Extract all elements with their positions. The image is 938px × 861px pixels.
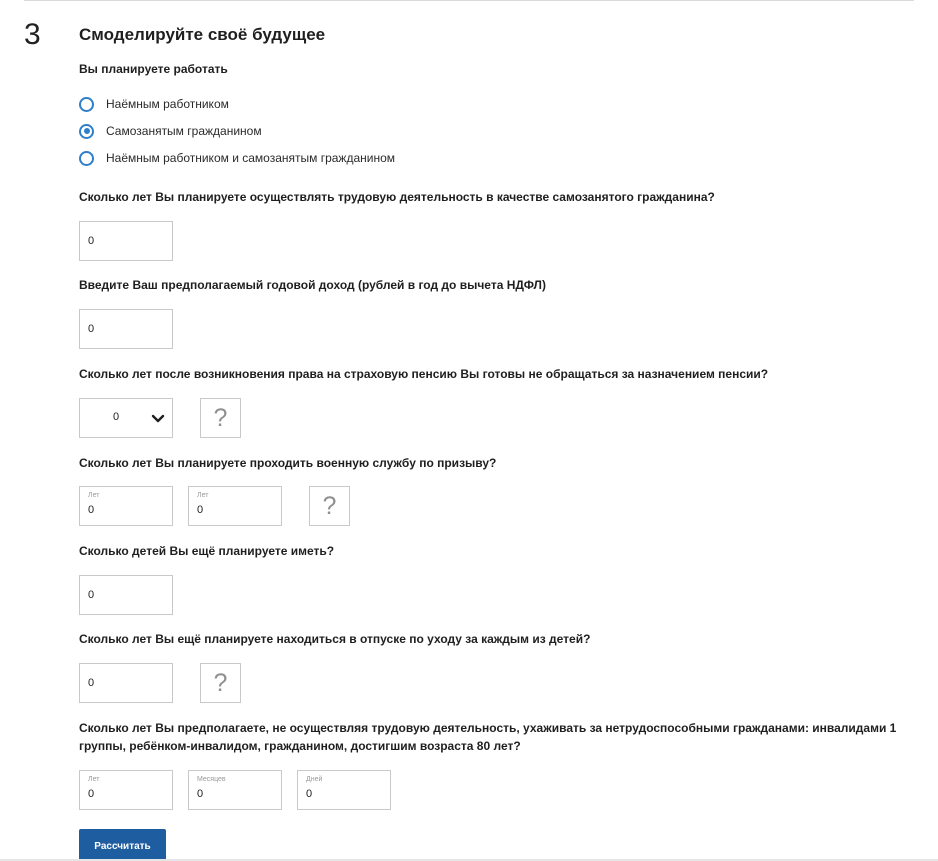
caregiving-months-field[interactable] [188, 770, 282, 810]
radio-option-label: Наёмным работником и самозанятым гражданином [106, 151, 396, 165]
self-employed-years-field[interactable] [79, 221, 173, 261]
annual-income-question: Введите Ваш предполагаемый годовой доход (рублей в год до вычета НДФЛ) [79, 278, 546, 292]
calculate-button[interactable]: Рассчитать [79, 829, 166, 861]
children-field[interactable] [79, 575, 173, 615]
field-caption: Лет [88, 776, 100, 783]
radio-option-label: Наёмным работником [106, 97, 229, 111]
annual-income-input[interactable] [88, 310, 166, 348]
caregiving-months-input[interactable] [197, 781, 275, 807]
childcare-leave-input[interactable] [88, 664, 166, 702]
question-mark-icon[interactable]: ? [309, 486, 350, 526]
pension-deferral-question: Сколько лет после возникновения права на страховую пенсию Вы готовы не обращаться за назначением пенсии? [79, 367, 769, 381]
military-service-years-field[interactable] [79, 486, 173, 526]
radio-option-employee-and-self-employed[interactable] [79, 148, 395, 168]
radio-option-employee[interactable] [79, 94, 229, 114]
field-caption: Лет [197, 492, 209, 499]
self-employed-years-question: Сколько лет Вы планируете осуществлять трудовую деятельность в качестве самозанятого гражданина? [79, 190, 715, 204]
military-service-years-input-2[interactable] [197, 497, 275, 523]
chevron-down-icon [150, 411, 166, 427]
pension-deferral-selected-value: 0 [113, 411, 120, 423]
pension-deferral-select[interactable] [79, 398, 173, 438]
military-service-years-input[interactable] [88, 497, 166, 523]
radio-option-self-employed[interactable] [79, 121, 262, 141]
caregiving-days-field[interactable] [297, 770, 391, 810]
self-employed-years-input[interactable] [88, 222, 166, 260]
caregiving-question: Сколько лет Вы предполагаете, не осуществляя трудовую деятельность, ухаживать за нетрудоспособными гражданами: инвалидами 1 группы, ребёнком-инвалидом, гражданином, достигшим возраста 80 лет? [79, 721, 897, 753]
field-caption: Дней [306, 776, 323, 783]
question-mark-icon[interactable]: ? [200, 663, 241, 703]
annual-income-field[interactable] [79, 309, 173, 349]
field-caption: Месяцев [197, 776, 226, 783]
radio-button[interactable] [79, 151, 94, 166]
childcare-leave-field[interactable] [79, 663, 173, 703]
childcare-leave-question: Сколько лет Вы ещё планируете находиться в отпуске по уходу за каждым из детей? [79, 632, 591, 646]
question-mark-icon[interactable]: ? [200, 398, 241, 438]
children-input[interactable] [88, 576, 166, 614]
field-caption: Лет [88, 492, 100, 499]
children-question: Сколько детей Вы ещё планируете иметь? [79, 544, 335, 558]
caregiving-years-input[interactable] [88, 781, 166, 807]
top-divider [24, 0, 914, 1]
caregiving-days-input[interactable] [306, 781, 384, 807]
step-number: 3 [24, 18, 41, 51]
military-service-years-field-2[interactable] [188, 486, 282, 526]
military-service-question: Сколько лет Вы планируете проходить военную службу по призыву? [79, 456, 497, 470]
radio-button-selected[interactable] [79, 124, 94, 139]
work-plan-label: Вы планируете работать [79, 62, 228, 76]
radio-button[interactable] [79, 97, 94, 112]
caregiving-years-field[interactable] [79, 770, 173, 810]
radio-option-label: Самозанятым гражданином [106, 124, 262, 138]
page-title: Смоделируйте своё будущее [79, 25, 326, 44]
